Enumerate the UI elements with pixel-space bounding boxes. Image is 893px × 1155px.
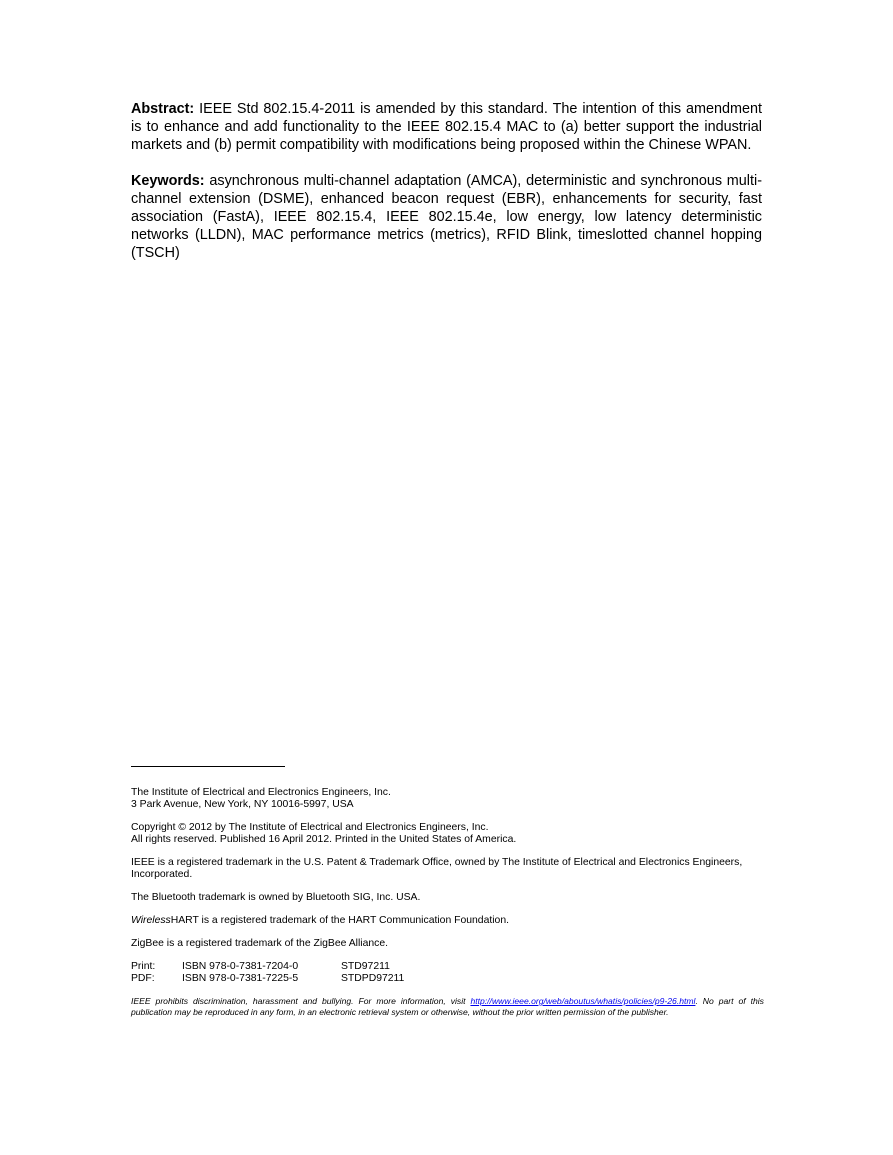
zigbee-trademark-notice: ZigBee is a registered trademark of the ZigBee Alliance. <box>131 938 389 949</box>
isbn-block <box>131 961 764 985</box>
policy-link[interactable]: http://www.ieee.org/web/aboutus/whatis/policies/p9-26.html <box>470 996 696 1006</box>
keywords-label: Keywords: <box>131 173 205 189</box>
abstract-label: Abstract: <box>131 101 195 117</box>
copyright-line-2: All rights reserved. Published 16 April 2012. Printed in the United States of America. <box>131 834 517 845</box>
publisher-address <box>131 787 764 811</box>
wirelesshart-italic: Wireless <box>131 915 171 926</box>
address-line-1: The Institute of Electrical and Electronics Engineers, Inc. <box>131 787 391 798</box>
isbn-print-label: Print: <box>131 961 156 972</box>
bluetooth-trademark-notice: The Bluetooth trademark is owned by Bluetooth SIG, Inc. USA. <box>131 892 421 903</box>
abstract-paragraph <box>131 100 762 154</box>
isbn-pdf-number: ISBN 978-0-7381-7225-5 <box>182 973 299 984</box>
copyright-footer <box>131 766 764 1026</box>
copyright-line-1: Copyright © 2012 by The Institute of Electrical and Electronics Engineers, Inc. <box>131 822 489 833</box>
isbn-print-code: STD97211 <box>341 961 390 972</box>
abstract-text: IEEE Std 802.15.4-2011 is amended by this standard. The intention of this amendment is to enhance and add functionality to the IEEE 802.15.4 MAC to (a) better support the industrial markets and (b) permit compatibility with modifications being proposed within the Chinese WPAN. <box>131 101 762 153</box>
copyright-notice <box>131 822 764 846</box>
isbn-row-print <box>131 961 764 973</box>
isbn-row-pdf <box>131 973 764 985</box>
address-line-2: 3 Park Avenue, New York, NY 10016-5997, USA <box>131 799 354 810</box>
isbn-print-number: ISBN 978-0-7381-7204-0 <box>182 961 299 972</box>
ieee-trademark-notice: IEEE is a registered trademark in the U.S. Patent & Trademark Office, owned by The Institute of Electrical and Electronics Engineers, Incorporated. <box>131 857 743 880</box>
isbn-pdf-label: PDF: <box>131 973 155 984</box>
keywords-paragraph <box>131 172 762 262</box>
isbn-pdf-code: STDPD97211 <box>341 973 405 984</box>
wirelesshart-text: HART is a registered trademark of the HART Communication Foundation. <box>170 915 509 926</box>
wirelesshart-trademark-notice <box>131 915 764 927</box>
legal-notice <box>131 996 764 1017</box>
main-content <box>131 100 762 262</box>
footer-divider <box>131 766 285 767</box>
legal-suffix: . No part of this publication may be reproduced in any form, in an electronic retrieval system or otherwise, without the prior written permission of the publisher. <box>131 996 764 1017</box>
legal-prefix: IEEE prohibits discrimination, harassment and bullying. For more information, visit <box>131 996 471 1006</box>
keywords-text: asynchronous multi-channel adaptation (AMCA), deterministic and synchronous multi-channel extension (DSME), enhanced beacon request (EBR), enhancements for security, fast association (FastA), IEEE 802.15.4, IEEE 802.15.4e, low energy, low latency deterministic networks (LLDN), MAC performance metrics (metrics), RFID Blink, timeslotted channel hopping (TSCH) <box>131 173 762 261</box>
